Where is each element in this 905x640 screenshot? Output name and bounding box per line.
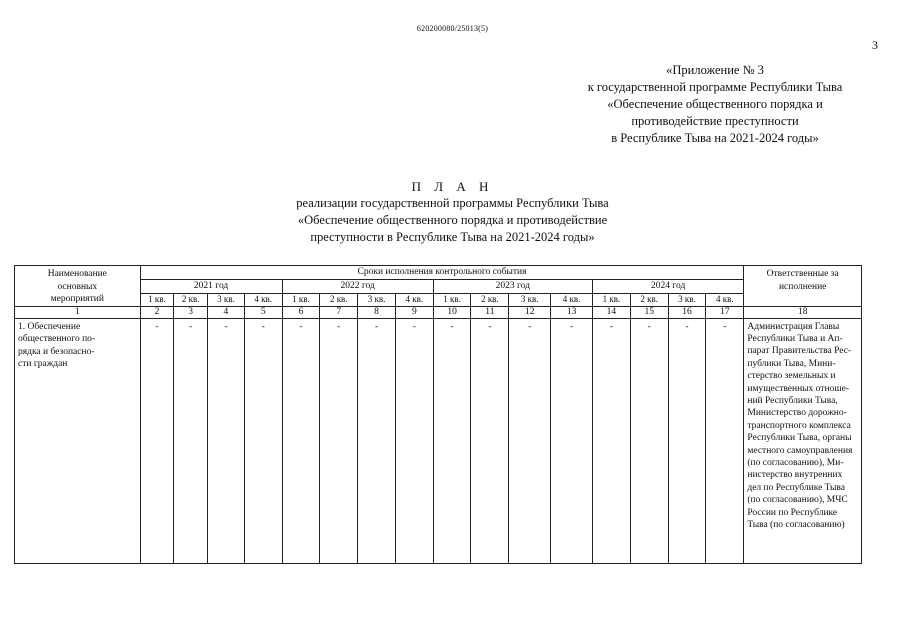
responsible-line: транспортного комплекса	[747, 420, 851, 431]
quarter-header: 1 кв.	[140, 293, 174, 306]
header-text: Ответственные за	[766, 269, 839, 279]
deadline-cell: -	[140, 318, 174, 563]
year-header: 2022 год	[282, 279, 433, 293]
appendix-line: в Республике Тыва на 2021-2024 годы»	[611, 131, 819, 145]
deadline-cell: -	[395, 318, 433, 563]
responsible-line: (по согласованию), МЧС	[747, 495, 848, 506]
column-number: 11	[471, 306, 509, 318]
deadline-cell: -	[208, 318, 245, 563]
column-number: 15	[630, 306, 668, 318]
plan-subtitle-line: «Обеспечение общественного порядка и противодействие	[297, 213, 608, 227]
deadline-cell: -	[282, 318, 320, 563]
appendix-line: «Обеспечение общественного порядка и	[607, 97, 823, 111]
deadline-cell: -	[471, 318, 509, 563]
responsible-line: нистерство внутренних	[747, 470, 843, 481]
header-activity-name	[15, 266, 141, 307]
deadline-cell: -	[509, 318, 551, 563]
header-text: Наименование	[47, 269, 107, 279]
deadline-cell: -	[174, 318, 208, 563]
year-header-row	[15, 279, 862, 293]
column-number: 10	[433, 306, 471, 318]
plan-title: П Л А Н	[411, 179, 494, 194]
activity-name-line: общественного по-	[18, 334, 96, 344]
column-number: 9	[395, 306, 433, 318]
quarter-header: 4 кв.	[244, 293, 282, 306]
deadline-cell: -	[358, 318, 396, 563]
responsible-line: местного самоуправления	[747, 445, 853, 456]
responsible-line: Республики Тыва, органы	[747, 433, 852, 444]
column-number: 7	[320, 306, 358, 318]
plan-table	[14, 265, 862, 564]
responsible-line: Тыва (по согласованию)	[747, 520, 845, 530]
responsible-line: Министерство дорожно-	[747, 408, 847, 419]
page-number: 3	[872, 38, 878, 52]
appendix-line: противодействие преступности	[631, 114, 799, 128]
quarter-header: 3 кв.	[509, 293, 551, 306]
appendix-line: к государственной программе Республики Тыва	[587, 80, 843, 94]
responsible-line: Администрация Главы	[747, 321, 840, 332]
appendix-header	[520, 62, 905, 147]
responsible-line: публики Тыва, Мини-	[747, 358, 836, 369]
year-header: 2021 год	[140, 279, 282, 293]
responsible-line: дел по Республике Тыва	[747, 482, 845, 493]
quarter-header: 3 кв.	[208, 293, 245, 306]
quarter-header: 2 кв.	[471, 293, 509, 306]
quarter-header: 4 кв.	[706, 293, 744, 306]
column-number: 8	[358, 306, 396, 318]
quarter-header: 1 кв.	[593, 293, 631, 306]
responsible-line: ний Республики Тыва,	[747, 395, 838, 406]
quarter-header: 1 кв.	[282, 293, 320, 306]
column-number: 17	[706, 306, 744, 318]
column-number: 16	[668, 306, 706, 318]
deadline-cell: -	[630, 318, 668, 563]
deadline-cell: -	[668, 318, 706, 563]
header-deadlines: Сроки исполнения контрольного события	[140, 266, 744, 280]
responsible-line: имущественных отноше-	[747, 383, 849, 394]
quarter-header: 4 кв.	[551, 293, 593, 306]
quarter-header: 2 кв.	[320, 293, 358, 306]
activity-name-line: сти граждан	[18, 359, 68, 369]
quarter-header: 3 кв.	[668, 293, 706, 306]
plan-subtitle-line: реализации государственной программы Республики Тыва	[296, 196, 609, 210]
quarter-header: 2 кв.	[174, 293, 208, 306]
quarter-header-row	[15, 293, 862, 306]
responsible-line: парат Правительства Рес-	[747, 346, 852, 357]
table-row	[15, 318, 862, 563]
column-number: 12	[509, 306, 551, 318]
deadline-cell: -	[593, 318, 631, 563]
column-number: 1	[15, 306, 141, 318]
quarter-header: 1 кв.	[433, 293, 471, 306]
header-text: мероприятий	[50, 294, 104, 304]
header-text: основных	[57, 281, 98, 292]
responsible-line: (по согласованию), Ми-	[747, 457, 844, 468]
column-number-row	[15, 306, 862, 318]
header-responsible	[744, 266, 862, 307]
responsible-line: Республики Тыва и Ап-	[747, 333, 843, 344]
year-header: 2023 год	[433, 279, 592, 293]
deadline-cell: -	[320, 318, 358, 563]
deadline-cell: -	[244, 318, 282, 563]
responsible-line: стерство земельных и	[747, 371, 836, 382]
appendix-line: «Приложение № 3	[666, 63, 764, 77]
responsible-line: России по Республике	[747, 507, 838, 518]
activity-name-line: рядка и безопасно-	[18, 346, 95, 357]
column-number: 2	[140, 306, 174, 318]
deadline-cell: -	[706, 318, 744, 563]
header-text: исполнение	[778, 281, 827, 292]
deadline-cell: -	[433, 318, 471, 563]
activity-name-line: 1. Обеспечение	[18, 321, 81, 332]
deadline-cell: -	[551, 318, 593, 563]
column-number: 18	[744, 306, 862, 318]
column-number: 5	[244, 306, 282, 318]
activity-name-cell	[15, 318, 141, 563]
quarter-header: 4 кв.	[395, 293, 433, 306]
plan-title-block	[0, 178, 905, 246]
column-number: 6	[282, 306, 320, 318]
quarter-header: 3 кв.	[358, 293, 396, 306]
year-header: 2024 год	[593, 279, 744, 293]
document-code: 620200080/25013(5)	[416, 24, 489, 33]
column-number: 3	[174, 306, 208, 318]
column-number: 14	[593, 306, 631, 318]
column-number: 13	[551, 306, 593, 318]
responsible-cell	[744, 318, 862, 563]
plan-subtitle-line: преступности в Республике Тыва на 2021-2024 годы»	[310, 230, 595, 244]
column-number: 4	[208, 306, 245, 318]
quarter-header: 2 кв.	[630, 293, 668, 306]
